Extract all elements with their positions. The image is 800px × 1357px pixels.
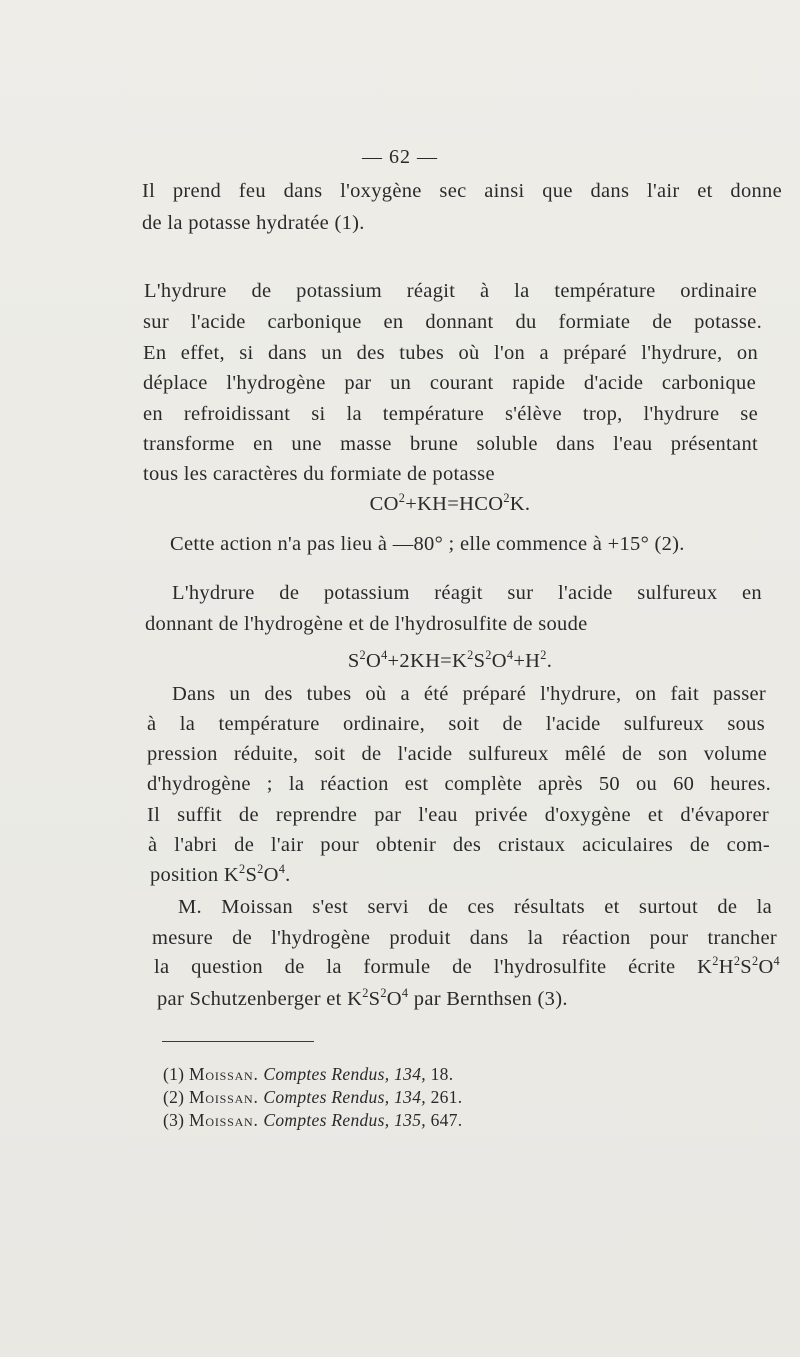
text-line: L'hydrure de potassium réagit sur l'acide sulfureux en <box>172 582 762 604</box>
text-line: L'hydrure de potassium réagit à la température ordinaire <box>144 280 757 302</box>
text-line: sur l'acide carbonique en donnant du formiate de potasse. <box>143 311 762 333</box>
text-line: donnant de l'hydrogène et de l'hydrosulfite de soude <box>145 613 588 635</box>
text-line: Dans un des tubes où a été préparé l'hydrure, on fait passer <box>172 683 766 705</box>
text-line: Cette action n'a pas lieu à —80° ; elle commence à +15° (2). <box>170 533 685 555</box>
text-line: à la température ordinaire, soit de l'acide sulfureux sous <box>147 713 765 735</box>
text-line: mesure de l'hydrogène produit dans la réaction pour trancher <box>152 927 777 949</box>
text-line: tous les caractères du formiate de potasse <box>143 463 495 485</box>
text-line: Il prend feu dans l'oxygène sec ainsi que dans l'air et donne <box>142 180 782 202</box>
text-line: par Schutzenberger et $K^2S^2O^4$ par Bernthsen (3). <box>157 986 568 1010</box>
footnote-2: (2) Moissan. Comptes Rendus, 134, 261. <box>163 1087 463 1107</box>
footnote-1: (1) Moissan. Comptes Rendus, 134, 18. <box>163 1064 454 1084</box>
page-number: — 62 — <box>362 146 438 168</box>
equation-hydrosulfite: $S^2O^4+2KH=K^2S^2O^4+H^2$. <box>347 648 553 672</box>
equation-formiate: $CO^2+KH=HCO^2K$. <box>369 491 531 515</box>
text-line: Il suffit de reprendre par l'eau privée d'oxygène et d'évaporer <box>147 804 769 826</box>
text-line: pression réduite, soit de l'acide sulfureux mêlé de son volume <box>147 743 767 765</box>
text-line: position $K^2S^2O^4$. <box>150 862 291 886</box>
text-line: En effet, si dans un des tubes où l'on a préparé l'hydrure, on <box>143 342 758 364</box>
text-line: déplace l'hydrogène par un courant rapide d'acide carbonique <box>143 372 756 394</box>
text-line: M. Moissan s'est servi de ces résultats et surtout de la <box>178 896 772 918</box>
text-line: à l'abri de l'air pour obtenir des cristaux aciculaires de com- <box>148 834 770 856</box>
text-line: transforme en une masse brune soluble dans l'eau présentant <box>143 433 758 455</box>
footnote-3: (3) Moissan. Comptes Rendus, 135, 647. <box>163 1110 463 1130</box>
text-line: de la potasse hydratée (1). <box>142 212 365 234</box>
footnote-separator <box>162 1041 314 1042</box>
text-line: la question de la formule de l'hydrosulfite écrite $K^2H^2S^2O^4$ <box>154 954 780 978</box>
text-line: en refroidissant si la température s'élève trop, l'hydrure se <box>143 403 758 425</box>
text-line: d'hydrogène ; la réaction est complète après 50 ou 60 heures. <box>147 773 771 795</box>
